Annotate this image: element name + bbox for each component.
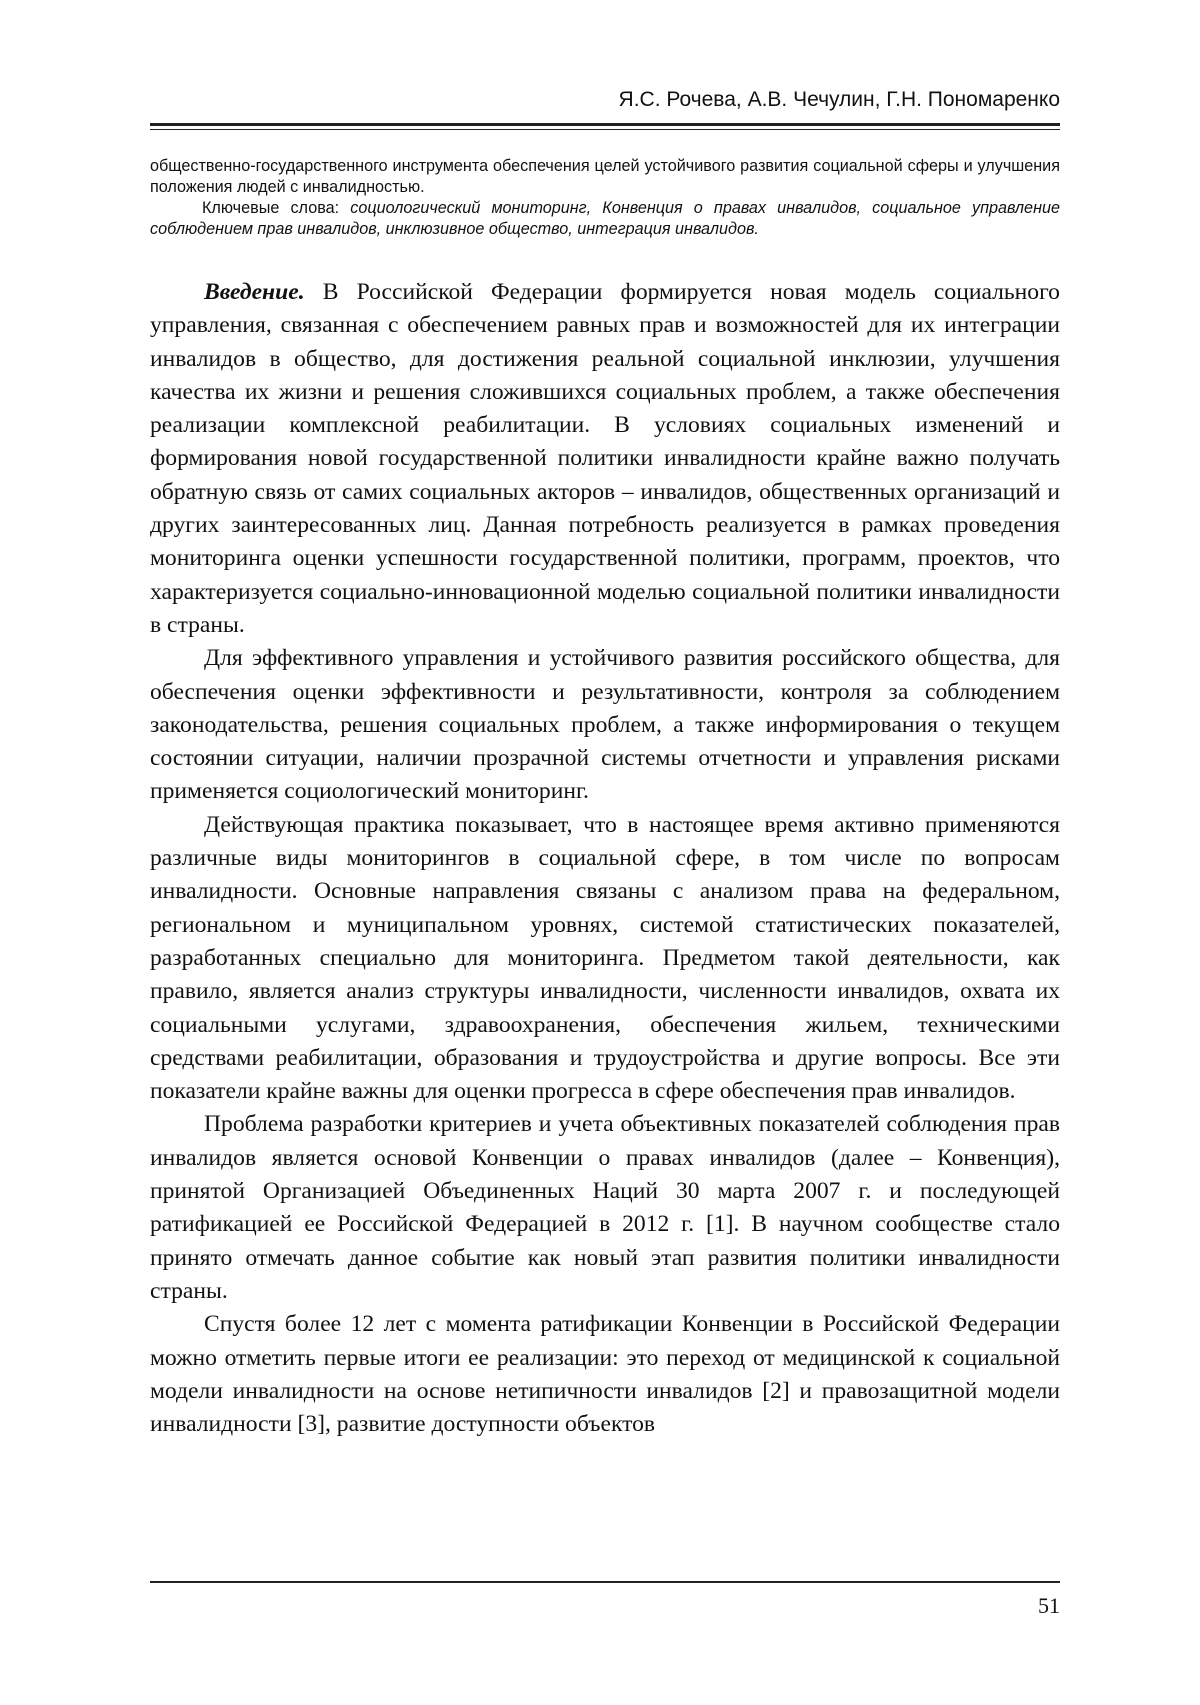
paragraph-ratification: Спустя более 12 лет с момента ратификации Конвенции в Российской Федерации можно отметить первые итоги ее реализации: это переход от медицинской к социальной модели инвалидности на основе нетипичности инвалидов [2] и правозащитной модели инвалидности [3], развитие доступности объектов bbox=[150, 1311, 1060, 1438]
abstract-continuation: общественно-государственного инструмента обеспечения целей устойчивого развития социальной сферы и улучшения положения людей с инвалидностью. bbox=[150, 157, 1060, 196]
paragraph-monitoring: Для эффективного управления и устойчивого развития российского общества, для обеспечения оценки эффективности и результативности, контроля за соблюдением законодательства, решения социальных проблем, а также информирования о текущем состоянии ситуации, наличии прозрачной системы отчетности и управления рисками применяется социологический мониторинг. bbox=[150, 645, 1060, 805]
paragraph-introduction bbox=[150, 276, 1060, 642]
header-rule-thick bbox=[150, 123, 1060, 126]
keywords-terms: социологический мониторинг, Конвенция о правах инвалидов, социальное управление соблюдением прав инвалидов, инклюзивное общество, интеграция инвалидов. bbox=[150, 199, 1060, 238]
abstract-block bbox=[150, 156, 1060, 240]
header-authors: Я.С. Рочева, А.В. Чечулин, Г.Н. Пономаренко bbox=[618, 88, 1060, 111]
paragraph-text: В Российской Федерации формируется новая модель социального управления, связанная с обеспечением равных прав и возможностей для их интеграции инвалидов в общество, для достижения реальной социальной инклюзии, улучшения качества их жизни и решения сложившихся социальных проблем, а также обеспечения реализации комплексной реабилитации. В условиях социальных изменений и формирования новой государственной политики инвалидности крайне важно получать обратную связь от самих социальных акторов – инвалидов, общественных организаций и других заинтересованных лиц. Данная потребность реализуется в рамках проведения мониторинга оценки успешности государственной политики, программ, проектов, что характеризуется социально-инновационной моделью социальной политики инвалидности в страны. bbox=[150, 279, 1060, 638]
introduction-label: Введение. bbox=[204, 279, 305, 305]
header-rule-thin bbox=[150, 129, 1060, 130]
page-number: 51 bbox=[1038, 1593, 1060, 1618]
paragraph-current-practice: Действующая практика показывает, что в настоящее время активно применяются различные виды мониторингов в социальной сфере, в том числе по вопросам инвалидности. Основные направления связаны с анализом права на федеральном, региональном и муниципальном уровнях, системой статистических показателей, разработанных специально для мониторинга. Предметом такой деятельности, как правило, является анализ структуры инвалидности, численности инвалидов, охвата их социальными услугами, здравоохранения, обеспечения жильем, техническими средствами реабилитации, образования и трудоустройства и другие вопросы. Все эти показатели крайне важны для оценки прогресса в сфере обеспечения прав инвалидов. bbox=[150, 811, 1060, 1105]
keywords-paragraph bbox=[150, 198, 1060, 240]
footer-rule bbox=[150, 1581, 1060, 1583]
keywords-label: Ключевые слова: bbox=[202, 199, 340, 217]
running-header bbox=[150, 88, 1060, 122]
article-body bbox=[150, 276, 1060, 1441]
paragraph-convention: Проблема разработки критериев и учета объективных показателей соблюдения прав инвалидов является основой Конвенции о правах инвалидов (далее – Конвенция), принятой Организацией Объединенных Наций 30 марта 2007 г. и последующей ратификацией ее Российской Федерацией в 2012 г. [1]. В научном сообществе стало принято отмечать данное событие как новый этап развития политики инвалидности страны. bbox=[150, 1111, 1060, 1304]
